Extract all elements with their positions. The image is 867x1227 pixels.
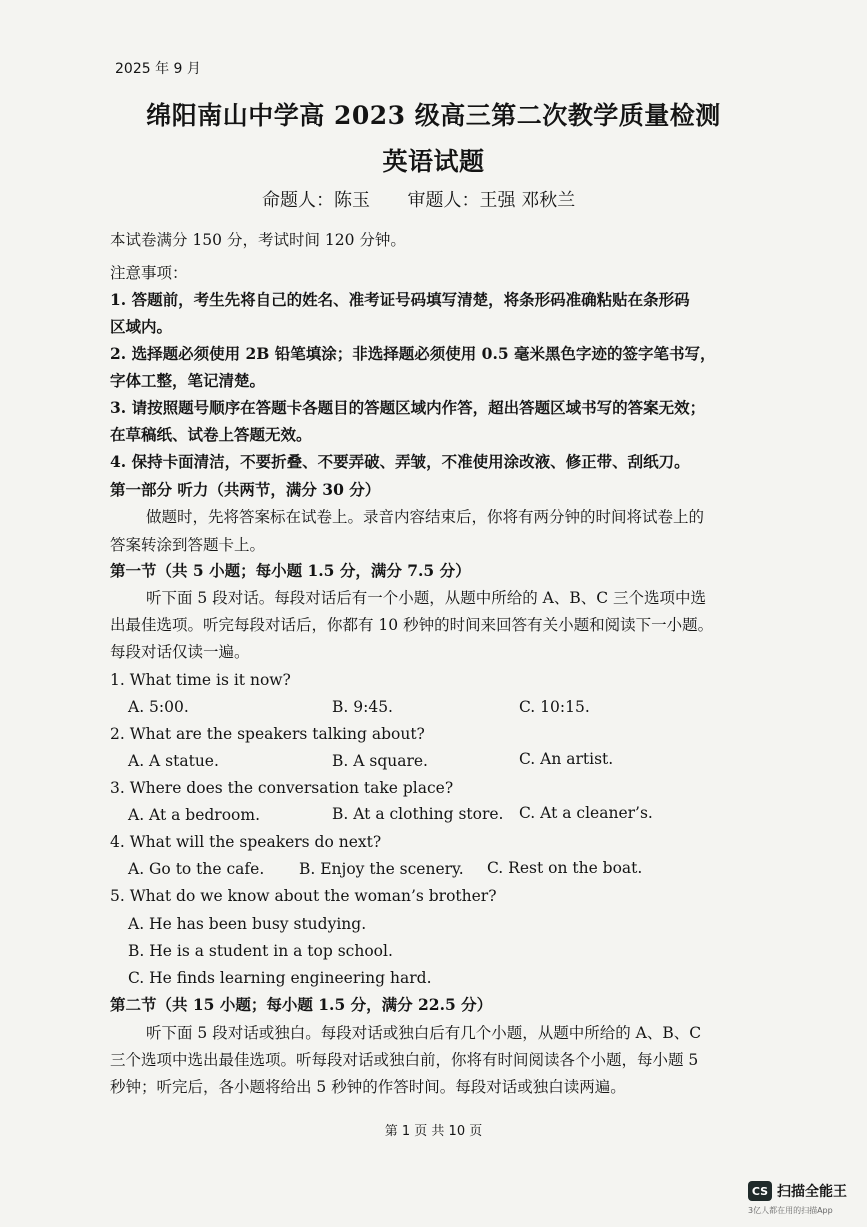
scanner-watermark bbox=[748, 1181, 847, 1201]
question-3: 3. Where does the conversation take place? bbox=[110, 779, 454, 797]
part1-heading: 第一部分 听力（共两节，满分 30 分） bbox=[110, 480, 381, 499]
option-c: C. An artist. bbox=[519, 750, 614, 768]
exam-title: 绵阳南山中学高 2023 级高三第二次教学质量检测 bbox=[146, 101, 721, 130]
note-line: 区域内。 bbox=[110, 317, 173, 336]
section1-heading: 第一节（共 5 小题；每小题 1.5 分，满分 7.5 分） bbox=[110, 561, 471, 580]
question-1: 1. What time is it now? bbox=[110, 671, 291, 689]
reviewer-label: 审题人：王强 邓秋兰 bbox=[407, 190, 576, 211]
authors-line bbox=[262, 186, 575, 212]
note-line: 4. 保持卡面清洁，不要折叠、不要弄破、弄皱，不准使用涂改液、修正带、刮纸刀。 bbox=[110, 452, 690, 471]
option-a: A. He has been busy studying. bbox=[128, 915, 367, 933]
option-a: A. Go to the cafe. bbox=[128, 860, 265, 878]
option-a: A. At a bedroom. bbox=[128, 806, 261, 824]
option-b: B. Enjoy the scenery. bbox=[299, 860, 464, 878]
option-c: C. At a cleaner’s. bbox=[519, 804, 653, 822]
option-b: B. 9:45. bbox=[332, 698, 393, 716]
note-line: 3. 请按照题号顺序在答题卡各题目的答题区域内作答，超出答题区域书写的答案无效； bbox=[110, 398, 706, 417]
option-a: A. A statue. bbox=[128, 752, 219, 770]
exam-date: 2025 年 9 月 bbox=[115, 61, 201, 77]
exam-info: 本试卷满分 150 分，考试时间 120 分钟。 bbox=[110, 231, 406, 249]
option-b: B. He is a student in a top school. bbox=[128, 942, 393, 960]
note-line: 在草稿纸、试卷上答题无效。 bbox=[110, 425, 312, 444]
section2-intro: 听下面 5 段对话或独白。每段对话或独白后有几个小题，从题中所给的 A、B、C bbox=[146, 1024, 702, 1042]
notes-heading: 注意事项： bbox=[110, 264, 188, 282]
exam-subtitle: 英语试题 bbox=[382, 147, 485, 176]
part1-intro: 答案转涂到答题卡上。 bbox=[110, 536, 266, 554]
scanner-tagline: 3亿人都在用的扫描App bbox=[748, 1206, 833, 1215]
question-2: 2. What are the speakers talking about? bbox=[110, 725, 425, 743]
section2-intro: 三个选项中选出最佳选项。听每段对话或独白前，你将有时间阅读各个小题，每小题 5 bbox=[110, 1051, 699, 1069]
scanner-name: 扫描全能王 bbox=[777, 1184, 847, 1200]
question-4: 4. What will the speakers do next? bbox=[110, 833, 382, 851]
option-c: C. Rest on the boat. bbox=[487, 859, 643, 877]
camscanner-icon: CS bbox=[748, 1181, 772, 1201]
section1-intro: 听下面 5 段对话。每段对话后有一个小题，从题中所给的 A、B、C 三个选项中选 bbox=[146, 589, 707, 607]
section2-intro: 秒钟；听完后，各小题将给出 5 秒钟的作答时间。每段对话或独白读两遍。 bbox=[110, 1078, 626, 1096]
option-b: B. At a clothing store. bbox=[332, 805, 504, 823]
option-b: B. A square. bbox=[332, 752, 428, 770]
part1-intro: 做题时，先将答案标在试卷上。录音内容结束后，你将有两分钟的时间将试卷上的 bbox=[146, 508, 705, 526]
section1-intro: 出最佳选项。听完每段对话后，你都有 10 秒钟的时间来回答有关小题和阅读下一小题。 bbox=[110, 616, 714, 634]
option-a: A. 5:00. bbox=[128, 698, 189, 716]
option-c: C. He finds learning engineering hard. bbox=[128, 969, 432, 987]
setter-label: 命题人：陈玉 bbox=[262, 190, 370, 211]
note-line: 字体工整，笔记清楚。 bbox=[110, 371, 266, 390]
page-number: 第 1 页 共 10 页 bbox=[384, 1124, 483, 1139]
note-line: 1. 答题前，考生先将自己的姓名、准考证号码填写清楚，将条形码准确粘贴在条形码 bbox=[110, 290, 690, 309]
note-line: 2. 选择题必须使用 2B 铅笔填涂；非选择题必须使用 0.5 毫米黑色字迹的签字笔书写， bbox=[110, 344, 716, 363]
option-c: C. 10:15. bbox=[519, 698, 590, 716]
question-5: 5. What do we know about the woman’s brother? bbox=[110, 887, 497, 905]
section1-intro: 每段对话仅读一遍。 bbox=[110, 643, 250, 661]
section2-heading: 第二节（共 15 小题；每小题 1.5 分，满分 22.5 分） bbox=[110, 995, 493, 1014]
